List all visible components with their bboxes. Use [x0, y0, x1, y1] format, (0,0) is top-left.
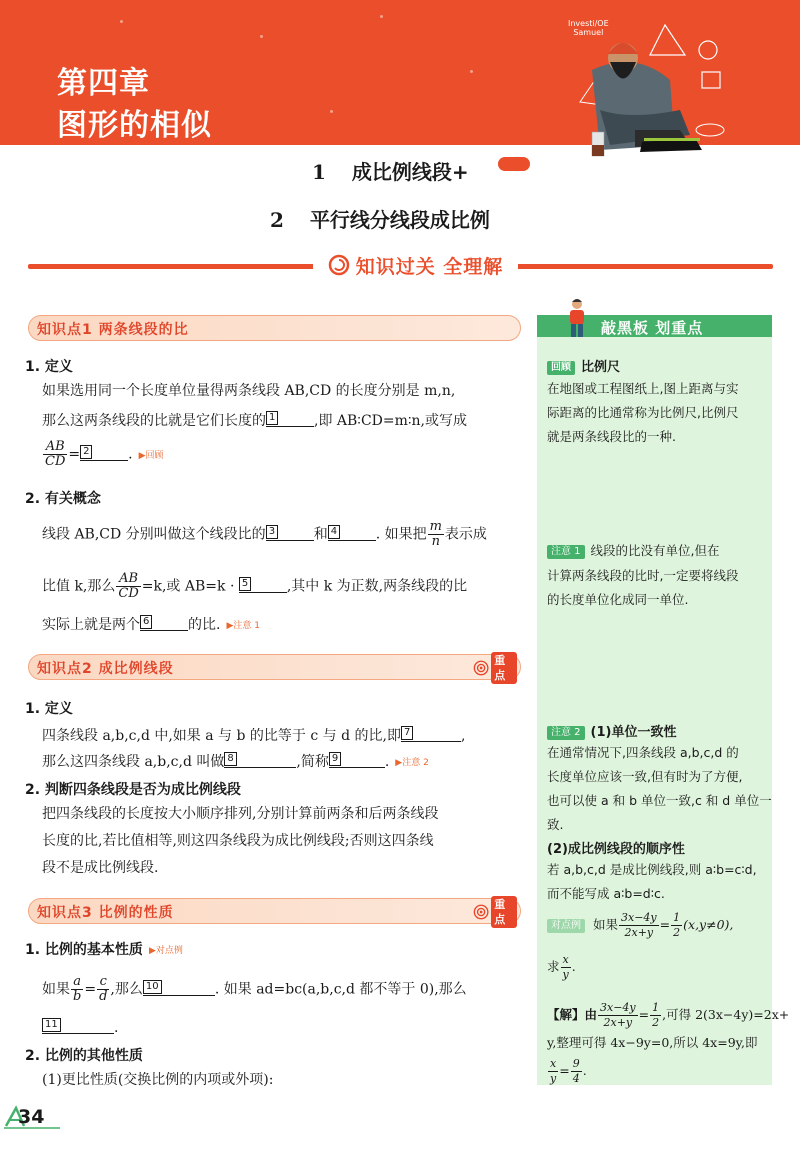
note-2-order-line-1: 若 a,b,c,d 是成比例线段,则 a∶b=c∶d,	[547, 862, 757, 877]
key-point-badge: 重点	[473, 902, 517, 921]
lesson-title-1: 1 成比例线段+	[312, 160, 469, 184]
chapter-number: 第四章	[57, 66, 150, 101]
note-2-line-1: 在通常情况下,四条线段 a,b,c,d 的	[547, 745, 739, 760]
example-question: 对点例 如果 $\frac{3x-4y}{2x+y}$ = $\frac{1}{2}$ (x,y≠0),	[547, 911, 733, 940]
kp2-definition-line-2: 那么这四条线段 a,b,c,d 叫做 8 ,简称 9 . ▶注意 2	[42, 752, 429, 773]
kp2-definition-heading: 1. 定义	[25, 701, 73, 717]
key-point-badge: 重点	[473, 658, 517, 677]
kp3-basic-line-1: 如果 $\frac{a}{b}$ = $\frac{c}{d}$ ,那么 10 . 如果 ad=bc(a,b,c,d 都不等于 0),那么	[42, 974, 467, 1004]
review-tag[interactable]: ▶回顾	[138, 450, 164, 461]
title-decoration	[498, 157, 530, 171]
blank-5[interactable]: 5	[239, 577, 287, 593]
section-banner-text: 知识过关 全理解	[355, 255, 504, 278]
kp1-ratio-line: $\frac{AB}{CD}$ = 2 . ▶回顾	[45, 439, 164, 469]
kp1-concept-line-1: 线段 AB,CD 分别叫做这个线段比的 3 和 4 . 如果把 $\frac{m}{n}$ 表示成	[42, 519, 487, 549]
note-2-subtitle: (2)成比例线段的顺序性	[547, 842, 685, 857]
blank-4[interactable]: 4	[328, 525, 376, 541]
blank-11[interactable]: 11	[42, 1018, 114, 1034]
ratio-fraction: $\frac{AB}{CD}$	[45, 439, 66, 469]
blank-9[interactable]: 9	[329, 752, 385, 768]
target-icon	[473, 903, 489, 921]
kp3-basic-heading: 1. 比例的基本性质 ▶对点例	[25, 942, 183, 958]
sidebar-header: 敲黑板 划重点	[537, 315, 772, 337]
example-badge: 对点例	[547, 919, 585, 933]
kp1-concept-heading: 2. 有关概念	[25, 491, 101, 507]
note-2-line-2: 长度单位应该一致,但有时为了方便,	[547, 769, 743, 784]
note-1-tag[interactable]: ▶注意 1	[226, 621, 260, 631]
kp1-definition-heading: 1. 定义	[25, 359, 73, 375]
lesson-title-2: 2 平行线分线段成比例	[270, 208, 490, 232]
swirl-icon	[328, 254, 350, 276]
blank-8[interactable]: 8	[224, 752, 296, 768]
review-line-3: 就是两条线段比的一种.	[547, 429, 676, 444]
note-1-line-1: 注意 1 线段的比没有单位,但在	[547, 541, 720, 560]
review-title: 回顾 比例尺	[547, 356, 620, 375]
teacher-icon	[563, 297, 591, 337]
knowledge-point-3-label: 知识点3 比例的性质	[37, 905, 174, 921]
blank-6[interactable]: 6	[140, 615, 188, 631]
solution-line-3: $\frac{x}{y}$ = $\frac{9}{4}$ .	[550, 1057, 587, 1085]
example-tag[interactable]: ▶对点例	[148, 946, 183, 956]
kp1-definition-line-2: 那么这两条线段的比就是它们长度的 1 ,即 AB∶CD=m∶n,或写成	[42, 412, 467, 429]
kp1-concept-line-2: 比值 k,那么 $\frac{AB}{CD}$ =k,或 AB=k · 5 ,其中 k 为正数,两条线段的比	[42, 571, 468, 601]
kp3-other-heading: 2. 比例的其他性质	[25, 1048, 143, 1064]
note-2-title: 注意 2 (1)单位一致性	[547, 721, 676, 740]
knowledge-point-3-header	[28, 898, 521, 924]
kp2-judge-line-1: 把四条线段的长度按大小顺序排列,分别计算前两条和后两条线段	[42, 806, 439, 822]
kp2-definition-line-1: 四条线段 a,b,c,d 中,如果 a 与 b 的比等于 c 与 d 的比,即 7 ,	[42, 727, 466, 744]
note-1-line-2: 计算两条线段的比时,一定要将线段	[547, 568, 739, 583]
knowledge-point-2-header	[28, 654, 521, 680]
kp2-judge-line-3: 段不是成比例线段.	[42, 860, 159, 876]
illustration-note: Investi/OE Samuel	[568, 19, 609, 37]
kp1-concept-line-3: 实际上就是两个 6 的比. ▶注意 1	[42, 615, 260, 636]
kp1-definition-line-1: 如果选用同一个长度单位量得两条线段 AB,CD 的长度分别是 m,n,	[42, 383, 456, 399]
note-2-line-3: 也可以使 a 和 b 单位一致,c 和 d 单位一	[547, 793, 772, 808]
page-number: 34	[18, 1106, 45, 1128]
note-1-line-3: 的长度单位化成同一单位.	[547, 592, 689, 607]
blank-2[interactable]: 2	[80, 445, 128, 461]
chapter-title: 图形的相似	[57, 108, 212, 143]
example-question-target: 求 $\frac{x}{y}$ .	[547, 953, 576, 981]
blank-1[interactable]: 1	[266, 411, 314, 427]
note-1-badge: 注意 1	[547, 545, 585, 559]
target-icon	[473, 659, 489, 677]
review-line-2: 际距离的比通常称为比例尺,比例尺	[547, 405, 739, 420]
kp2-judge-line-2: 长度的比,若比值相等,则这四条线段为成比例线段;否则这四条线	[42, 833, 434, 849]
blank-10[interactable]: 10	[143, 980, 215, 996]
note-2-tag[interactable]: ▶注意 2	[395, 758, 429, 768]
solution-line-1: 【解】由 $\frac{3x-4y}{2x+y}$ = $\frac{1}{2}$ ,可得 2(3x−4y)=2x+	[547, 1001, 790, 1029]
sidebar-notes	[537, 315, 790, 1085]
knowledge-point-1-label: 知识点1 两条线段的比	[37, 322, 189, 338]
solution-line-2: y,整理可得 4x−9y=0,所以 4x=9y,即	[547, 1035, 758, 1050]
section-banner	[28, 256, 773, 276]
kp3-basic-line-2: 11 .	[42, 1018, 118, 1038]
review-badge: 回顾	[547, 361, 575, 375]
blank-3[interactable]: 3	[266, 525, 314, 541]
blank-7[interactable]: 7	[401, 726, 461, 742]
note-2-line-4: 致.	[547, 817, 564, 832]
review-line-1: 在地图或工程图纸上,图上距离与实	[547, 381, 739, 396]
knowledge-point-1-header	[28, 315, 521, 341]
knowledge-point-2-label: 知识点2 成比例线段	[37, 661, 174, 677]
kp2-judge-heading: 2. 判断四条线段是否为成比例线段	[25, 782, 241, 798]
note-2-order-line-2: 而不能写成 a∶b=d∶c.	[547, 886, 665, 901]
note-2-badge: 注意 2	[547, 726, 585, 740]
kp3-other-line-1: (1)更比性质(交换比例的内项或外项):	[42, 1072, 274, 1088]
